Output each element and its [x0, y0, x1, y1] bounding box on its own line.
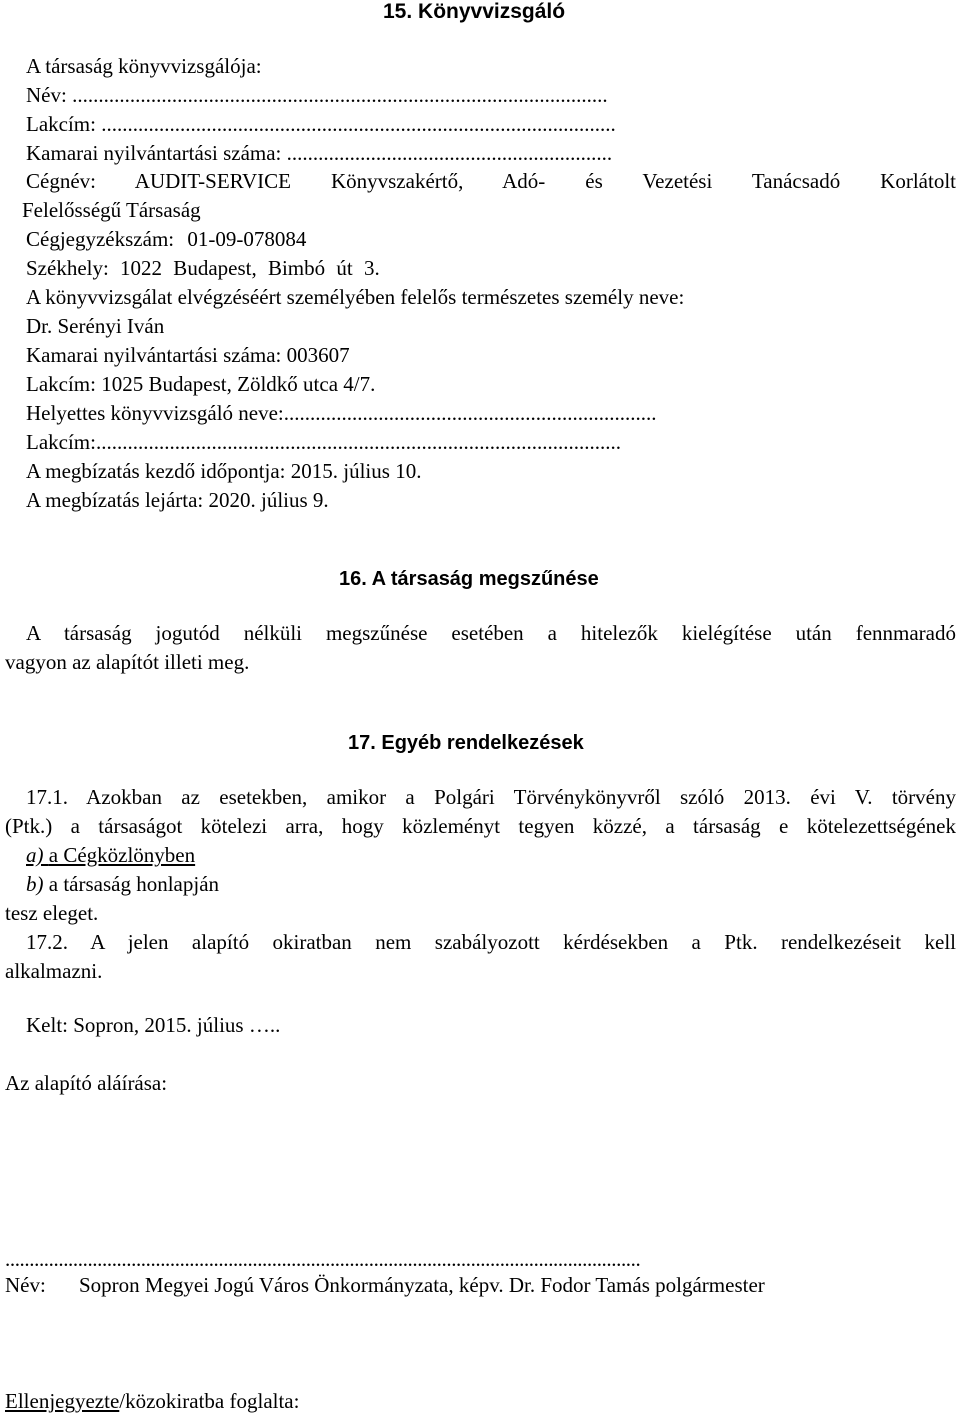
signer-line [5, 1271, 765, 1300]
auditor-name-line: Név: ...................................................................................................... [26, 83, 608, 107]
section-17-2-line1: 17.2. A jelen alapító okiratban nem szabályozott kérdésekben a Ptk. rendelkezéseit kell [26, 930, 956, 954]
section-17-1-line1: 17.1. Azokban az esetekben, amikor a Polgári Törvénykönyvről szóló 2013. évi V. törvény [26, 785, 956, 809]
company-reg-no: Cégjegyzékszám: 01-09-078084 [26, 227, 307, 251]
responsible-label: A könyvvizsgálat elvégzéséért személyében felelős természetes személy neve: [26, 285, 685, 309]
company-name-line2: Felelősségű Társaság [22, 198, 201, 222]
section-16-line2: vagyon az alapítót illeti meg. [5, 650, 250, 674]
countersign-label: Ellenjegyezte [5, 1389, 120, 1413]
auditor-chamber-no-line: Kamarai nyilvántartási száma: .............................................................. [26, 141, 613, 165]
list-item-b [26, 870, 219, 899]
list-item-b-marker: b) [26, 872, 44, 896]
list-item-a [26, 841, 195, 870]
section-17-title: 17. Egyéb rendelkezések [348, 732, 584, 754]
section-16-line1: A társaság jogutód nélküli megszűnése esetében a hitelezők kielégítése után fennmaradó [26, 621, 956, 645]
section-17-1-end: tesz eleget. [5, 901, 99, 925]
list-item-a-marker: a) a Cégközlönyben [26, 843, 196, 867]
responsible-name: Dr. Serényi Iván [26, 314, 165, 338]
deputy-address-line: Lakcím:.................................................................................................... [26, 430, 621, 454]
company-name-line1: Cégnév: AUDIT-SERVICE Könyvszakértő, Adó- és Vezetési Tanácsadó Korlátolt [26, 169, 956, 193]
dated-line: Kelt: Sopron, 2015. július ….. [26, 1013, 281, 1037]
deputy-name-line: Helyettes könyvvizsgáló neve:....................................................................... [26, 401, 657, 425]
auditor-address-line: Lakcím: .................................................................................................. [26, 112, 616, 136]
section-17-1-line2: (Ptk.) a társaságot kötelezi arra, hogy közleményt tegyen közzé, a társaság e kötelezettségének [5, 814, 956, 838]
signer-label: Név: [5, 1273, 46, 1297]
signature-dots: ................................................................................................................................... [5, 1247, 641, 1271]
responsible-address: Lakcím: 1025 Budapest, Zöldkő utca 4/7. [26, 372, 376, 396]
section-15-title: 15. Könyvvizsgáló [383, 0, 566, 23]
mandate-start-date: A megbízatás kezdő időpontja: 2015. július 10. [26, 459, 422, 483]
auditor-intro: A társaság könyvvizsgálója: [26, 54, 262, 78]
responsible-chamber-no: Kamarai nyilvántartási száma: 003607 [26, 343, 350, 367]
signature-label: Az alapító aláírása: [5, 1071, 168, 1095]
mandate-end-date: A megbízatás lejárta: 2020. július 9. [26, 488, 329, 512]
section-16-title: 16. A társaság megszűnése [339, 568, 599, 590]
signer-name: Sopron Megyei Jogú Város Önkormányzata, képv. Dr. Fodor Tamás polgármester [79, 1273, 765, 1297]
countersign-rest: /közokiratba foglalta: [119, 1389, 300, 1413]
list-item-b-text: a társaság honlapján [48, 872, 220, 896]
section-17-2-line2: alkalmazni. [5, 959, 103, 983]
company-seat: Székhely: 1022 Budapest, Bimbó út 3. [26, 256, 380, 280]
countersign-line [5, 1387, 299, 1416]
